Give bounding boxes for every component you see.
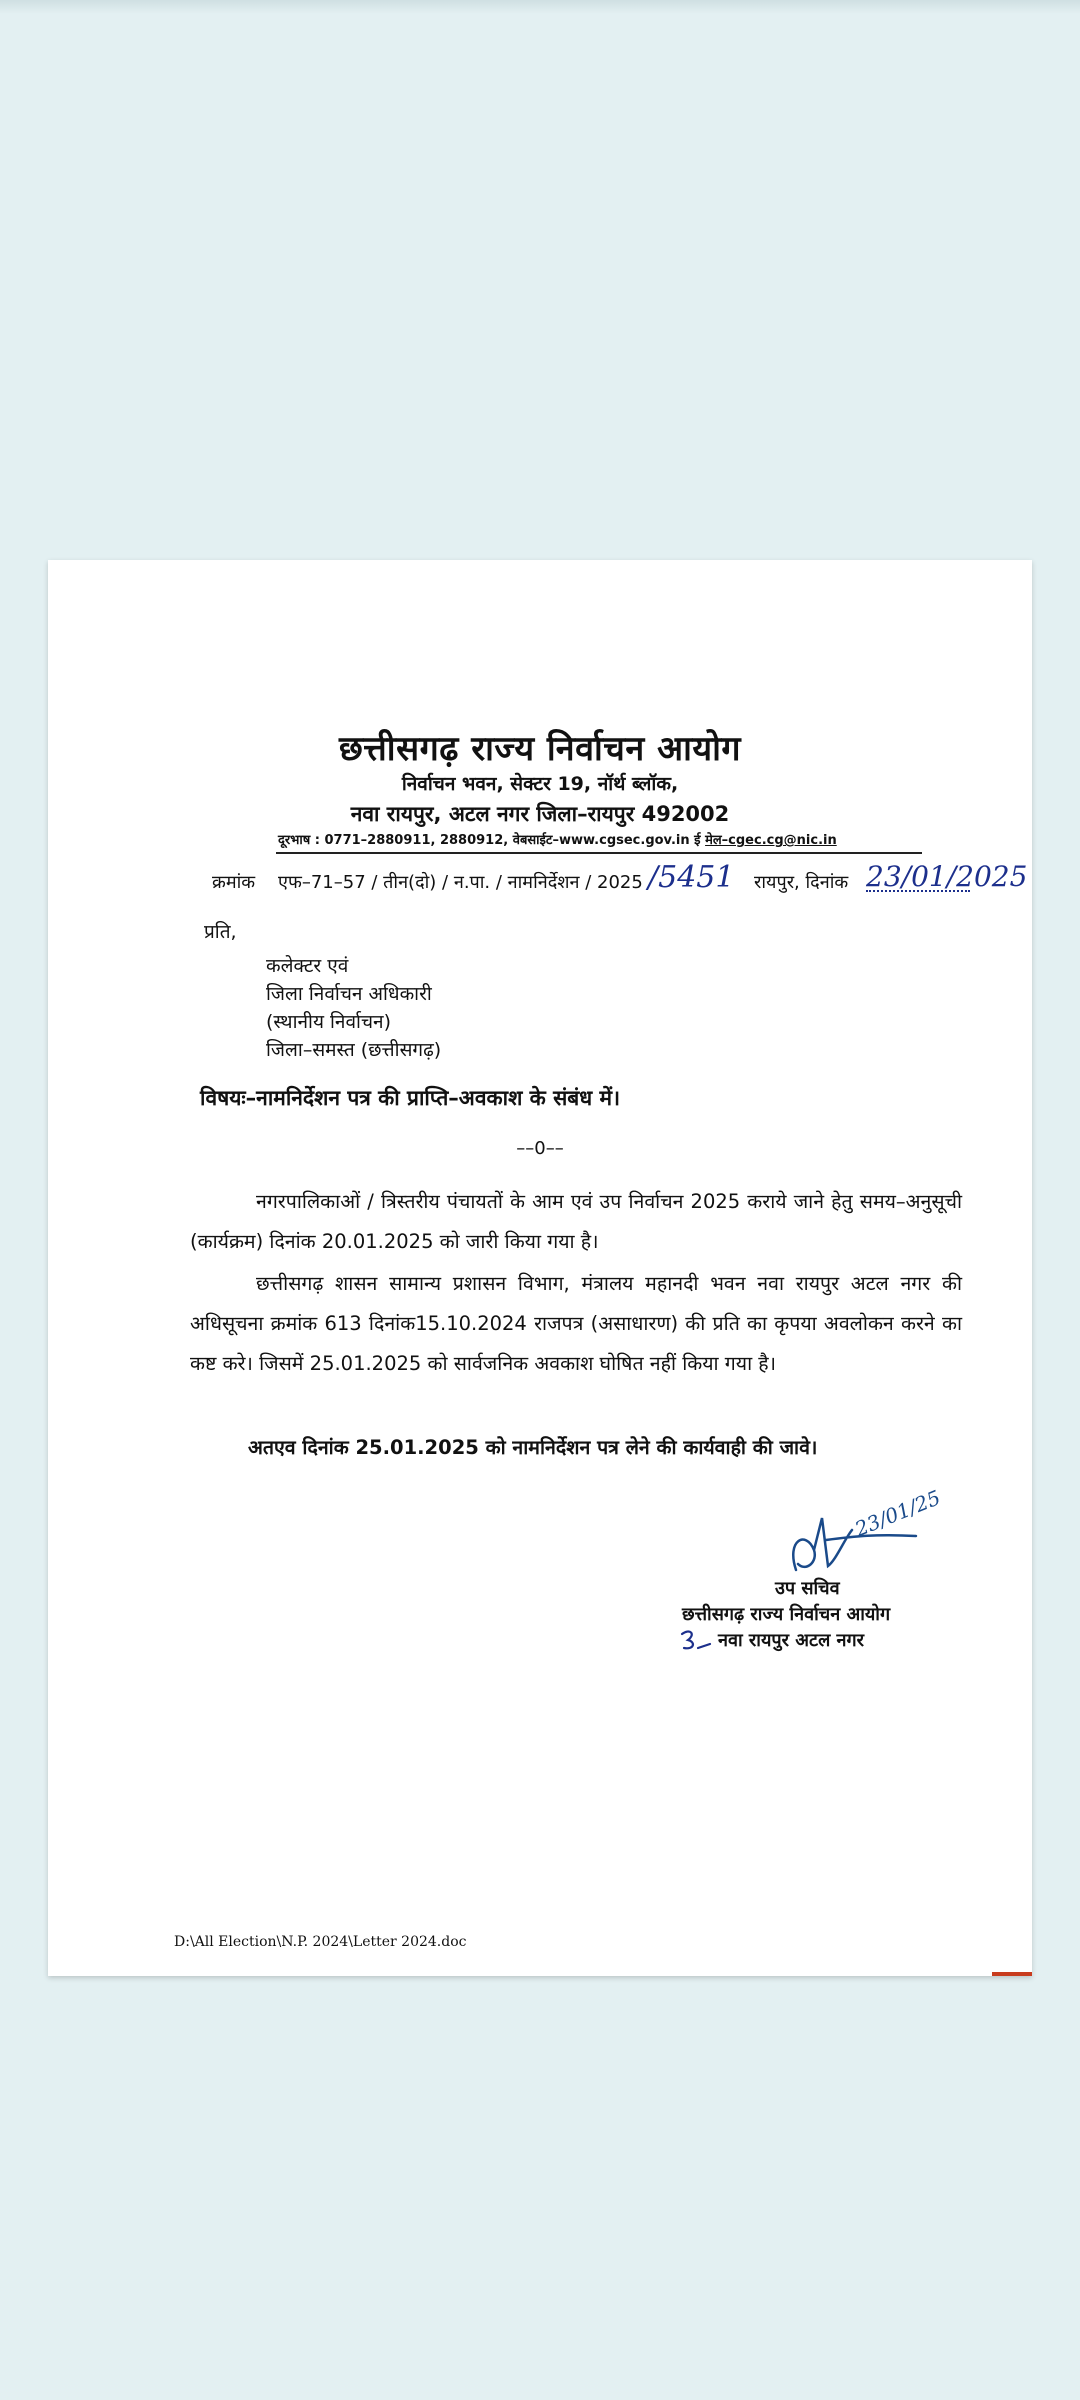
reference-number: एफ–71–57 / तीन(दो) / न.पा. / नामनिर्देशन / 2025: [278, 872, 643, 893]
letterhead-address-line2: नवा रायपुर, अटल नगर जिला–रायपुर 492002: [350, 802, 730, 826]
letterhead-divider: [276, 852, 922, 854]
letterhead-address-line1: निर्वाचन भवन, सेक्टर 19, नॉर्थ ब्लॉक,: [401, 773, 679, 795]
section-separator: ––0––: [516, 1138, 564, 1159]
signatory-designation: उप सचिव: [775, 1578, 840, 1599]
page-corner-edge: [992, 1972, 1032, 1976]
footer-file-path: D:\All Election\N.P. 2024\Letter 2024.doc: [174, 1934, 467, 1950]
status-bar-shadow: [0, 0, 1080, 14]
reference-label: क्रमांक: [212, 872, 256, 893]
place-date-label: रायपुर, दिनांक: [754, 872, 849, 893]
letterhead-title: छत्तीसगढ़ राज्य निर्वाचन आयोग: [338, 729, 742, 769]
signature-handwritten-date: 23/01/25: [851, 1485, 944, 1542]
recipient-line: (स्थानीय निर्वाचन): [266, 1011, 391, 1033]
recipient-to-label: प्रति,: [204, 921, 237, 943]
signatory-organization: छत्तीसगढ़ राज्य निर्वाचन आयोग: [682, 1604, 891, 1625]
initial-mark-icon: [676, 1626, 716, 1654]
handwritten-date: 23/01/2025: [866, 860, 1028, 893]
subject-line: विषयः–नामनिर्देशन पत्र की प्राप्ति–अवकाश के संबंध में।: [200, 1086, 621, 1110]
contact-text: दूरभाष : 0771–2880911, 2880912, वेबसाईट–www.cgsec.gov.in ई: [278, 833, 701, 848]
body-paragraph-1: नगरपालिकाओं / त्रिस्तरीय पंचायतों के आम एवं उप निर्वाचन 2025 कराये जाने हेतु समय–अनुसूची (कार्यक्रम) दिनांक 20.01.2025 को जारी किया गया है।: [190, 1190, 962, 1253]
recipient-line: जिला–समस्त (छत्तीसगढ़): [266, 1039, 442, 1061]
body-paragraph-3: अतएव दिनांक 25.01.2025 को नामनिर्देशन पत्र लेने की कार्यवाही की जावे।: [248, 1436, 818, 1459]
recipient-line: जिला निर्वाचन अधिकारी: [266, 983, 432, 1005]
contact-email: मेल–cgec.cg@nic.in: [705, 833, 837, 848]
handwritten-reference-number: /5451: [648, 860, 735, 895]
recipient-line: कलेक्टर एवं: [266, 955, 349, 977]
signatory-place: नवा रायपुर अटल नगर: [718, 1630, 865, 1651]
body-paragraph-2: छत्तीसगढ़ शासन सामान्य प्रशासन विभाग, मंत्रालय महानदी भवन नवा रायपुर अटल नगर की अधिसूचना क्रमांक 613 दिनांक15.10.2024 राजपत्र (असाधारण) की प्रति का कृपया अवलोकन करने का कष्ट करे। जिसमें 25.01.2025 को सार्वजनिक अवकाश घोषित नहीं किया गया है।: [190, 1272, 962, 1375]
document-page[interactable]: [48, 560, 1032, 1976]
letterhead-contact: [278, 830, 837, 848]
